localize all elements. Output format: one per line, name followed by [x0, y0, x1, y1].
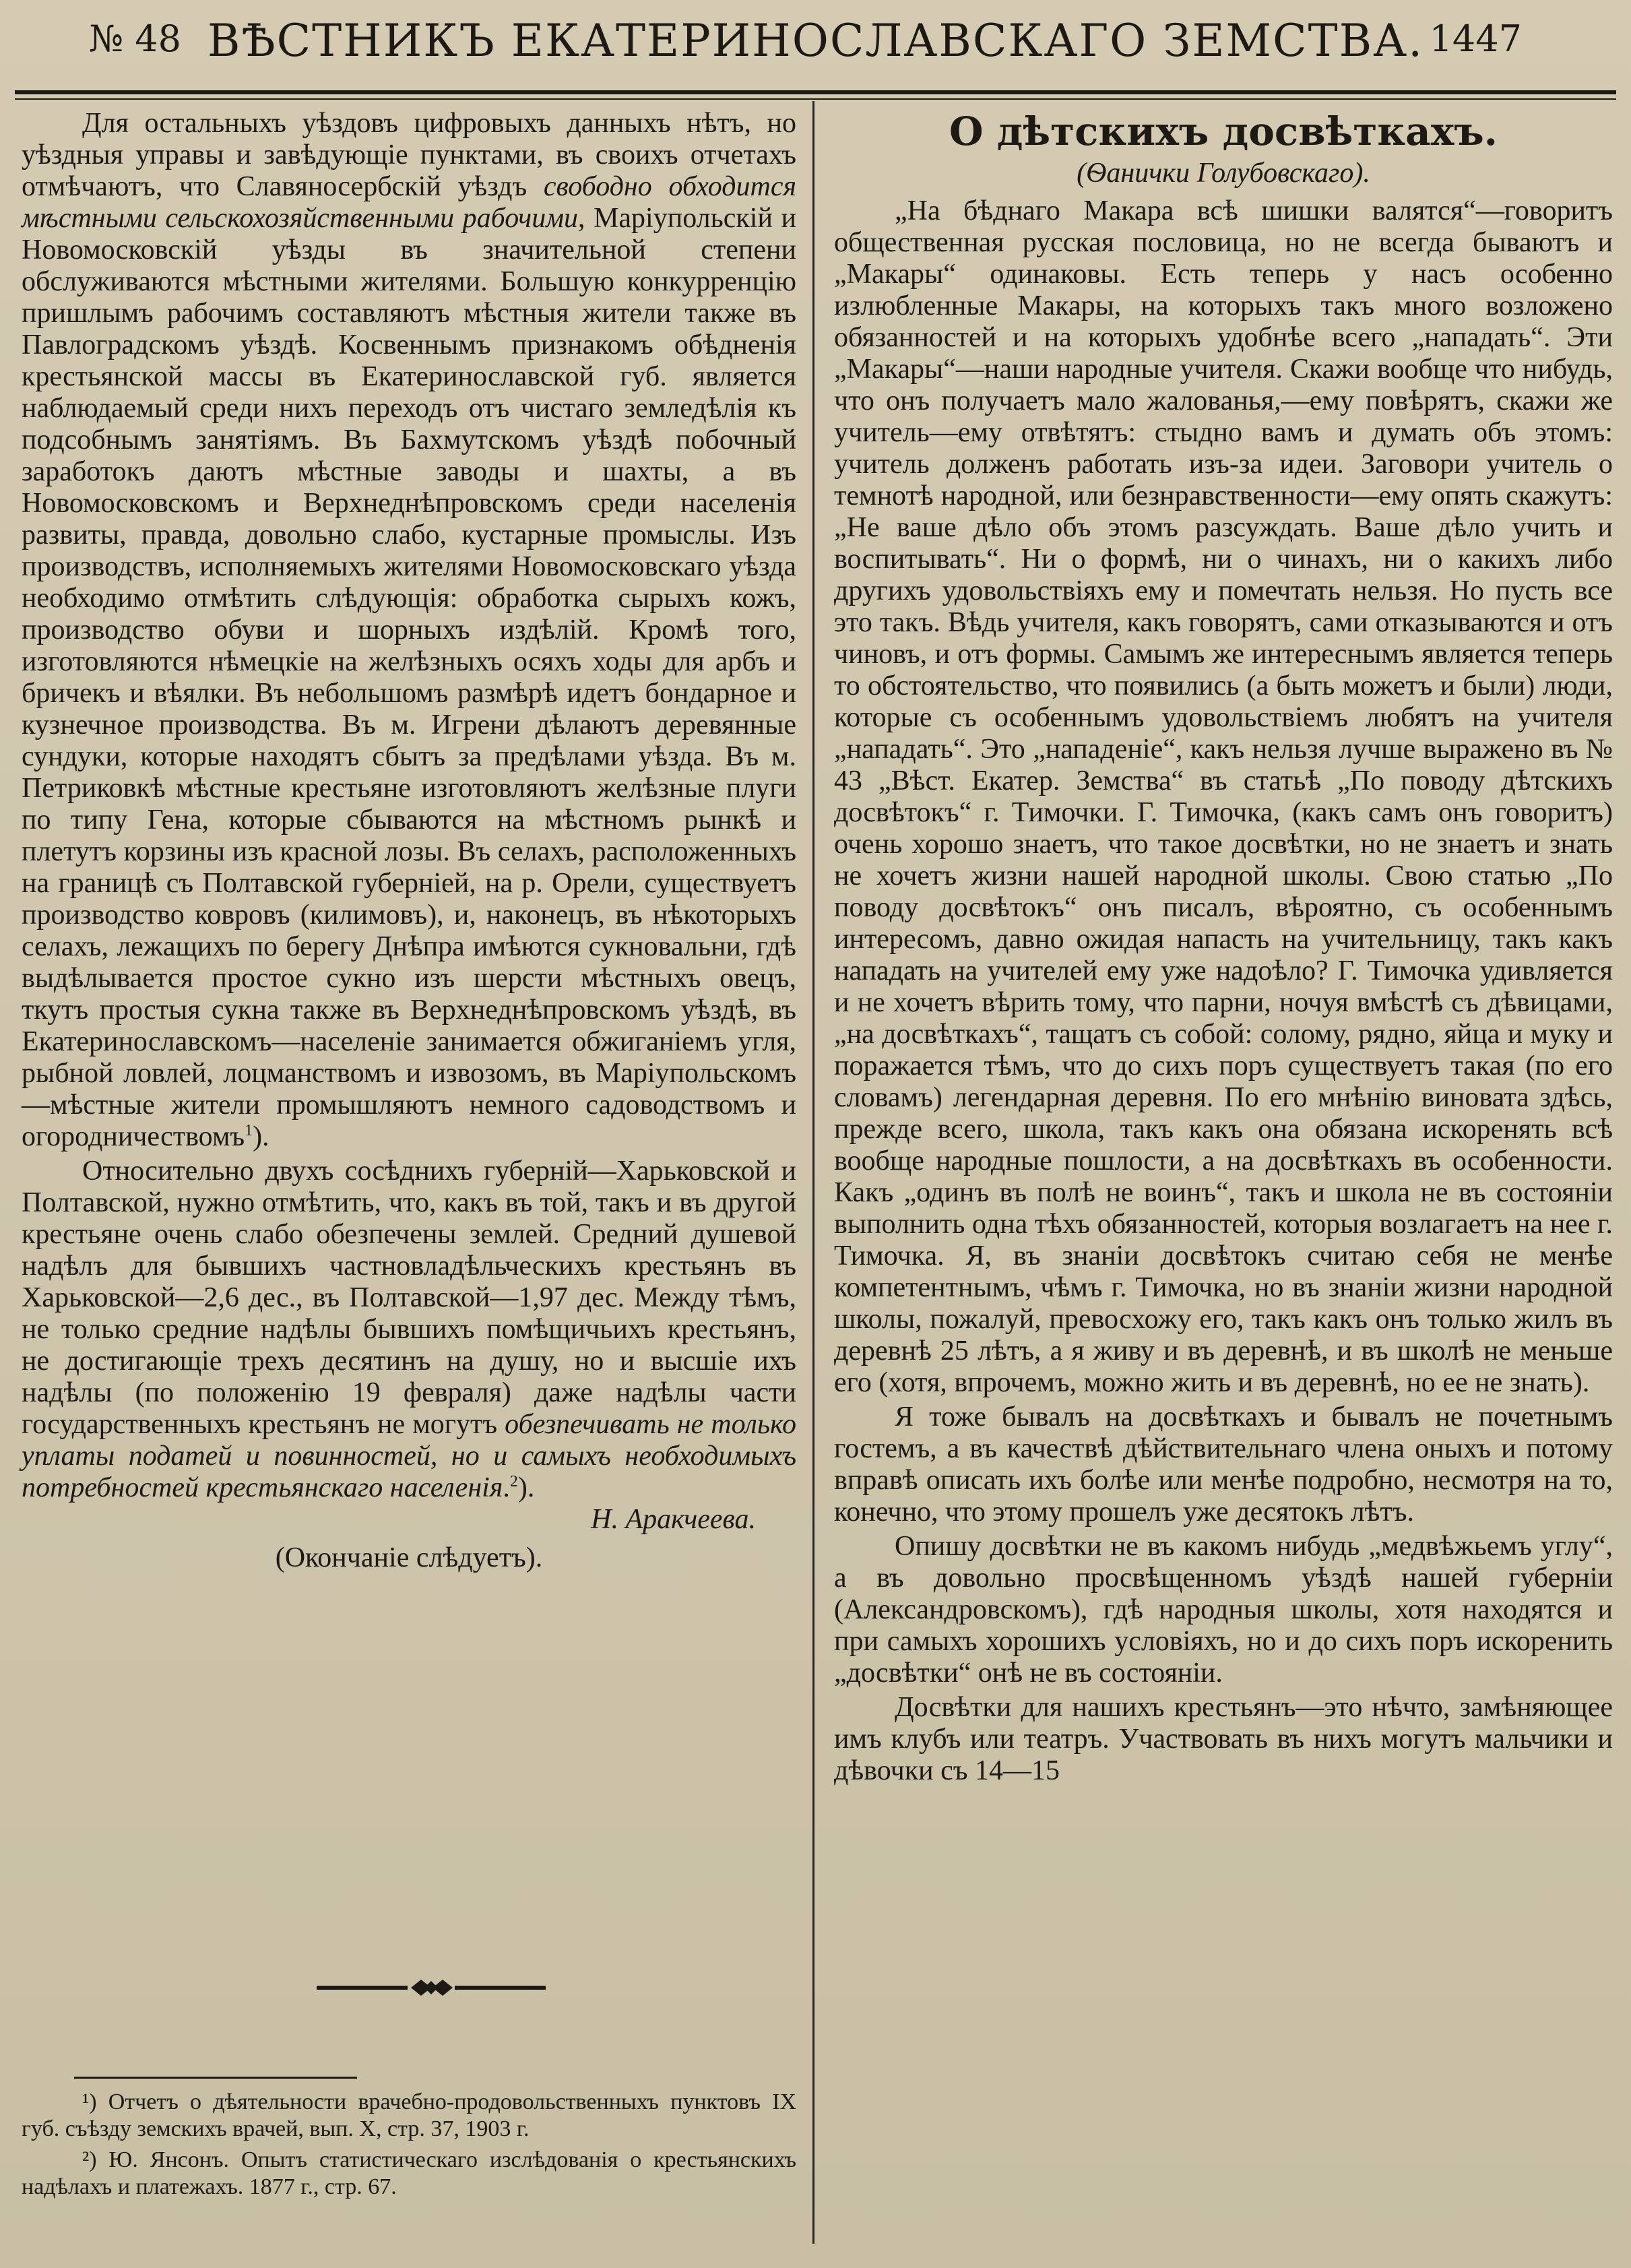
- ornament-divider: [317, 1974, 546, 2001]
- footnote: ¹) Отчетъ о дѣятельности врачебно-продовольственныхъ пунктовъ IX губ. съѣзду земскихъ врачей, вып. X, стр. 37, 1903 г.: [22, 2089, 796, 2141]
- footnote-ref: 2: [509, 1473, 518, 1490]
- paragraph: Опишу досвѣтки не въ какомъ нибудь „медвѣжьемъ углу“, а въ довольно просвѣщенномъ уѣздѣ нашей губернiи (Александровскомъ), гдѣ народныя школы, хотя находятся и при самыхъ хорошихъ условiяхъ, но и до сихъ поръ искоренить „досвѣтки“ онѣ не въ состоянiи.: [834, 1531, 1613, 1689]
- footnote: ²) Ю. Янсонъ. Опытъ статистическаго изслѣдованiя о крестьянскихъ надѣлахъ и платежахъ. 1877 г., стр. 67.: [22, 2147, 796, 2199]
- paragraph: Я тоже бывалъ на досвѣткахъ и бывалъ не почетнымъ гостемъ, а въ качествѣ дѣйствительнаго члена оныхъ и потому вправѣ описать ихъ болѣе или менѣе подробно, несмотря на то, конечно, что этому прошелъ уже десятокъ лѣтъ.: [834, 1401, 1613, 1527]
- continued-note: (Окончанiе слѣдуетъ).: [275, 1542, 543, 1573]
- page-header: [15, 9, 1616, 84]
- right-column: [834, 108, 1613, 1790]
- footnote-ref: 1: [245, 1122, 253, 1139]
- issue-number: № 48: [89, 18, 181, 60]
- paragraph: Досвѣтки для нашихъ крестьянъ—это нѣчто, замѣняющее имъ клубъ или театръ. Участвовать въ нихъ могутъ мальчики и дѣвочки съ 14—15: [834, 1692, 1613, 1786]
- article-author: (Ѳанички Голубовскаго).: [1077, 158, 1370, 189]
- paragraph: „На бѣднаго Макара всѣ шишки валятся“—говоритъ общественная русская пословица, но не всегда бываютъ и „Макары“ одинаковы. Есть теперь у насъ особенно излюбленные Макары, на которыхъ такъ много возложено обязанностей и на которыхъ удобнѣе всего „нападать“. Эти „Макары“—наши народные учителя. Скажи вообще что нибудь, что онъ получаетъ мало жалованья,—ему повѣрятъ, скажи же учитель—ему отвѣтятъ: стыдно вамъ и думать объ этомъ: учитель долженъ работать изъ-за идеи. Заговори учитель о темнотѣ народной, или безнравственности—ему опять скажутъ: „Не ваше дѣло объ этомъ разсуждать. Ваше дѣло учить и воспитывать“. Ни о формѣ, ни о чинахъ, ни о какихъ либо другихъ удовольствiяхъ ему и помечтать нельзя. Но пусть все это такъ. Вѣдь учителя, какъ говорятъ, сами отказываются и отъ чиновъ, и отъ формы. Самымъ же интереснымъ является теперь то обстоятельство, что появились (а быть можетъ и были) люди, которые съ особеннымъ удовольствiемъ любятъ на учителя „нападать“. Это „нападенiе“, какъ нельзя лучше выражено въ № 43 „Вѣст. Екатер. Земства“ въ статьѣ „По поводу дѣтскихъ досвѣтокъ“ г. Тимочки. Г. Тимочка, (какъ самъ онъ говоритъ) очень хорошо знаетъ, что такое досвѣтки, но не знаетъ и знать не хочетъ жизни нашей народной школы. Свою статью „По поводу досвѣтокъ“ онъ писалъ, вѣроятно, съ особеннымъ интересомъ, давно ожидая напасть на учительницу, такъ какъ нападать на учителей ему уже надоѣло? Г. Тимочка удивляется и не хочетъ вѣрить тому, что парни, ночуя вмѣстѣ съ дѣвицами, „на досвѣткахъ“, тащатъ съ собой: солому, рядно, яйца и муку и поражается тѣмъ, что до сихъ поръ существуетъ такая (по его словамъ) легендарная деревня. По его мнѣнiю виновата здѣсь, прежде всего, школа, такъ какъ она обязана искоренять всѣ вообще народные пошлости, а на досвѣткахъ въ особенности. Какъ „одинъ въ полѣ не воинъ“, такъ и школа не въ состоянiи выполнить одна тѣхъ обязанностей, которыя возлагаетъ на нее г. Тимочка. Я, въ знанiи досвѣтокъ считаю себя не менѣе компетентнымъ, чѣмъ г. Тимочка, но въ знанiи жизни народной школы, пожалуй, превосхожу его, такъ какъ онъ только жилъ въ деревнѣ 25 лѣтъ, а я живу и въ деревнѣ, и въ школѣ не меньше его (хотя, впрочемъ, можно жить и въ деревнѣ, но ее не знать).: [834, 195, 1613, 1398]
- paragraph: Для остальныхъ уѣздовъ цифровыхъ данныхъ нѣтъ, но уѣздныя управы и завѣдующiе пунктами, въ своихъ отчетахъ отмѣчаютъ, что Славяносербскiй уѣздъ свободно обходится мѣстными сельскохозяйственными рабочими, Марiупольскiй и Новомосковскiй уѣзды въ значительной степени обслуживаются мѣстными жителями. Большую конкурренцiю пришлымъ рабочимъ составляютъ мѣстныя жители также въ Павлоградскомъ уѣздѣ. Косвеннымъ признакомъ обѣдненiя крестьянской массы въ Екатеринославской губ. является наблюдаемый среди нихъ переходъ отъ чистаго земледѣлiя къ подсобнымъ занятiямъ. Въ Бахмутскомъ уѣздѣ побочный заработокъ даютъ мѣстные заводы и шахты, а въ Новомосковскомъ и Верхнеднѣпровскомъ среди населенiя развиты, правда, довольно слабо, кустарные промыслы. Изъ производствъ, исполняемыхъ жителями Новомосковскаго уѣзда необходимо отмѣтить слѣдующiя: обработка сырыхъ кожъ, производство обуви и шорныхъ издѣлiй. Кромѣ того, изготовляются нѣмецкiе на желѣзныхъ осяхъ ходы для арбъ и бричекъ и вѣялки. Въ небольшомъ размѣрѣ идетъ бондарное и кузнечное производства. Въ м. Игрени дѣлаютъ деревянные сундуки, которые находятъ сбытъ за предѣлами уѣзда. Въ м. Петриковкѣ мѣстные крестьяне изготовляютъ желѣзные плуги по типу Гена, которые сбываются на мѣстномъ рынкѣ и плетутъ корзины изъ красной лозы. Въ селахъ, расположенныхъ на границѣ съ Полтавской губернiей, на р. Орели, существуетъ производство ковровъ (килимовъ), и, наконецъ, въ нѣкоторыхъ селахъ, лежащихъ по берегу Днѣпра имѣются сукновальни, гдѣ выдѣлывается простое сукно изъ шерсти мѣстныхъ овецъ, ткутъ простыя сукна также въ Верхнеднѣпровскомъ уѣздѣ, въ Екатеринославскомъ—населенiе занимается обжиганiемъ угля, рыбной ловлей, лоцманствомъ и извозомъ, въ Марiупольскомъ—мѣстные жители промышляютъ немного садоводствомъ и огородничествомъ$^1$).: [22, 108, 796, 1152]
- paragraph: Относительно двухъ сосѣднихъ губернiй—Харьковской и Полтавской, нужно отмѣтить, что, какъ въ той, такъ и въ другой крестьяне очень слабо обезпечены землей. Средний душевой надѣлъ для бывшихъ частновладѣльческихъ крестьянъ въ Харьковской—2,6 дес., въ Полтавской—1,97 дес. Между тѣмъ, не только средние надѣлы бывшихъ помѣщичьихъ крестьянъ, не достигающiе трехъ десятинъ на душу, но и высшiе ихъ надѣлы (по положенiю 19 февраля) даже надѣлы части государственныхъ крестьянъ не могутъ обезпечивать не только уплаты податей и повинностей, но и самыхъ необходимыхъ потребностей крестьянскаго населенiя.$^2$). Н. Аракчеева.: [22, 1156, 797, 1535]
- author-signature: Н. Аракчеева.: [591, 1504, 756, 1535]
- footnote-rule: [74, 2077, 357, 2079]
- page-number: 1447: [1429, 18, 1522, 60]
- left-column: [22, 108, 796, 1577]
- article-title: О дѣтскихъ досвѣткахъ.: [949, 108, 1498, 154]
- header-rule: [15, 90, 1616, 100]
- journal-title: ВѢСТНИКЪ ЕКАТЕРИНОСЛАВСКАГО ЗЕМСТВА.: [207, 15, 1424, 67]
- footnotes: [22, 2089, 796, 2205]
- column-divider: [812, 101, 814, 2244]
